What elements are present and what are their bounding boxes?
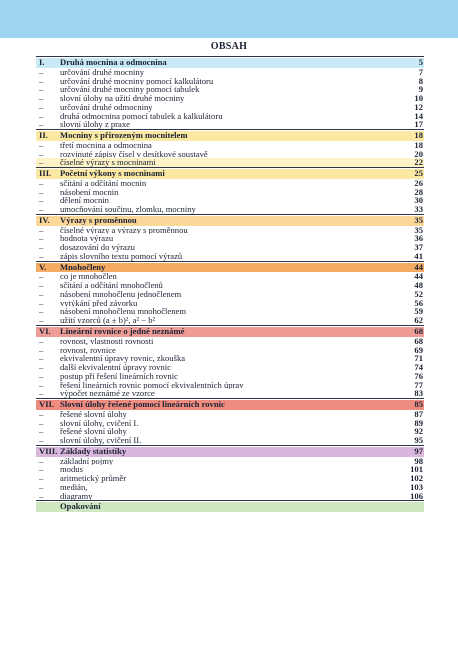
section-divider — [36, 214, 424, 215]
bullet-dash: – — [39, 93, 44, 104]
entry-title: co je mnohočlen — [60, 272, 117, 282]
entry-title: zápis slovního textu pomocí výrazů — [60, 251, 183, 261]
bullet-dash: – — [39, 388, 44, 399]
bullet-dash: – — [39, 177, 44, 188]
section-page: 18 — [414, 130, 423, 141]
toc-entry[interactable] — [36, 346, 424, 355]
toc-entry[interactable] — [36, 94, 424, 103]
bullet-dash: – — [39, 435, 44, 446]
bullet-dash: – — [39, 297, 44, 308]
bullet-dash: – — [39, 306, 44, 317]
section-number: V. — [39, 261, 47, 272]
section-heading[interactable] — [36, 131, 424, 141]
entry-page: 83 — [414, 388, 423, 399]
toc-entry[interactable] — [36, 483, 424, 492]
entry-page: 12 — [414, 101, 423, 112]
section-page: 85 — [414, 399, 423, 410]
entry-title: násobení mnohočlenu jednočlenem — [60, 289, 182, 299]
entry-page: 77 — [414, 379, 423, 390]
entry-page: 28 — [414, 186, 423, 197]
toc-entry[interactable] — [36, 299, 424, 308]
review-title: Opakování — [60, 502, 101, 512]
section-divider — [36, 167, 424, 168]
toc-entry[interactable] — [36, 243, 424, 252]
entry-title: dělení mocnin — [60, 196, 109, 206]
entry-page: 92 — [414, 426, 423, 437]
toc-entry[interactable] — [36, 389, 424, 398]
section-heading[interactable] — [36, 169, 424, 179]
section-divider — [36, 129, 424, 130]
bullet-dash: – — [39, 288, 44, 299]
entry-page: 41 — [414, 250, 423, 261]
bullet-dash: – — [39, 66, 44, 77]
bullet-dash: – — [39, 473, 44, 484]
bullet-dash: – — [39, 195, 44, 206]
section-title: Druhá mocnina a odmocnina — [60, 58, 167, 67]
entry-page: 71 — [414, 353, 423, 364]
section-number: VIII. — [39, 445, 58, 456]
entry-title: užití vzorců (a ± b)², a² − b² — [60, 316, 156, 325]
entry-page: 20 — [414, 148, 423, 159]
section-page: 44 — [414, 261, 423, 272]
bullet-dash: – — [39, 110, 44, 121]
bullet-dash: – — [39, 84, 44, 95]
toc-entry[interactable] — [36, 150, 424, 159]
bullet-dash: – — [39, 186, 44, 197]
section-title: Slovní úlohy řešené pomocí lineárních rovnic — [60, 400, 225, 410]
entry-title: diagramy — [60, 491, 93, 501]
bullet-dash: – — [39, 417, 44, 428]
entry-title: řešené slovní úlohy — [60, 409, 127, 419]
section-heading[interactable] — [36, 327, 424, 337]
toc-entry[interactable] — [36, 120, 424, 129]
entry-title: postup při řešení lineárních rovnic — [60, 371, 178, 381]
bullet-dash: – — [39, 426, 44, 437]
entry-page: 95 — [414, 435, 423, 446]
toc-entry[interactable] — [36, 316, 424, 325]
entry-title: výpočet neznámé ze vzorce — [60, 389, 155, 399]
section-page: 25 — [414, 168, 423, 179]
section-page: 68 — [414, 325, 423, 336]
entry-title: číselné výrazy s mocninami — [60, 158, 156, 168]
toc-entry[interactable] — [36, 436, 424, 445]
toc-entry[interactable] — [36, 226, 424, 235]
toc-entry[interactable] — [36, 272, 424, 281]
entry-page: 87 — [414, 408, 423, 419]
toc-entry[interactable] — [36, 354, 424, 363]
entry-page: 44 — [414, 271, 423, 282]
section-heading[interactable] — [36, 447, 424, 457]
entry-page: 68 — [414, 335, 423, 346]
toc-entry[interactable] — [36, 188, 424, 197]
toc-entry[interactable] — [36, 85, 424, 94]
entry-title: druhá odmocnina pomocí tabulek a kalkulátoru — [60, 111, 223, 121]
section-divider — [36, 56, 424, 57]
toc-entry[interactable] — [36, 68, 424, 77]
entry-title: hodnota výrazu — [60, 234, 114, 244]
entry-page: 17 — [414, 119, 423, 130]
entry-page: 101 — [410, 464, 423, 475]
toc-entry[interactable] — [36, 474, 424, 483]
bullet-dash: – — [39, 148, 44, 159]
entry-page: 62 — [414, 315, 423, 326]
bullet-dash: – — [39, 224, 44, 235]
section-heading[interactable] — [36, 58, 424, 68]
bullet-dash: – — [39, 344, 44, 355]
section-title: Mnohočleny — [60, 262, 106, 272]
bullet-dash: – — [39, 204, 44, 215]
toc-entry[interactable] — [36, 77, 424, 86]
entry-title: slovní úlohy, cvičení I. — [60, 418, 139, 428]
section-title: Výrazy s proměnnou — [60, 215, 137, 225]
toc-entry[interactable] — [36, 457, 424, 466]
bullet-dash: – — [39, 362, 44, 373]
toc-entry[interactable] — [36, 281, 424, 290]
toc-entry[interactable] — [36, 196, 424, 205]
toc-entry[interactable] — [36, 381, 424, 390]
toc-entry[interactable] — [36, 252, 424, 261]
entry-title: umocňování součinu, zlomku, mocniny — [60, 205, 196, 214]
entry-title: určování druhé odmocniny — [60, 102, 153, 112]
toc-entry[interactable] — [36, 337, 424, 346]
entry-page: 48 — [414, 280, 423, 291]
section-page: 97 — [414, 445, 423, 456]
bullet-dash: – — [39, 233, 44, 244]
toc-entry[interactable] — [36, 158, 424, 167]
entry-title: ekvivalentní úpravy rovnic, zkouška — [60, 354, 186, 364]
entry-page: 22 — [414, 157, 423, 168]
entry-title: rovnost, rovnice — [60, 345, 116, 355]
section-number: VI. — [39, 325, 51, 336]
entry-page: 89 — [414, 417, 423, 428]
section-title: Lineární rovnice o jedné neznámé — [60, 326, 185, 336]
entry-page: 69 — [414, 344, 423, 355]
bullet-dash: – — [39, 315, 44, 326]
section-number: VII. — [39, 399, 55, 410]
section-divider — [36, 325, 424, 326]
entry-title: aritmetický průměr — [60, 474, 127, 483]
entry-page: 35 — [414, 224, 423, 235]
entry-title: rovnost, vlastnosti rovnosti — [60, 336, 154, 346]
entry-page: 98 — [414, 455, 423, 466]
entry-page: 106 — [410, 490, 423, 501]
entry-page: 103 — [410, 481, 423, 492]
entry-title: násobení mocnin — [60, 187, 119, 197]
section-number: II. — [39, 130, 48, 141]
bullet-dash: – — [39, 139, 44, 150]
bullet-dash: – — [39, 464, 44, 475]
entry-title: slovní úlohy, cvičení II. — [60, 436, 142, 445]
entry-page: 8 — [418, 75, 423, 86]
toc-entry[interactable] — [36, 372, 424, 381]
entry-title: násobení mnohočlenu mnohočlenem — [60, 307, 187, 317]
entry-page: 56 — [414, 297, 423, 308]
toc-entry[interactable] — [36, 465, 424, 474]
bullet-dash: – — [39, 242, 44, 253]
bullet-dash: – — [39, 353, 44, 364]
toc-entry[interactable] — [36, 307, 424, 316]
toc-entry[interactable] — [36, 410, 424, 419]
section-heading[interactable] — [36, 263, 424, 273]
bullet-dash: – — [39, 370, 44, 381]
entry-title: slovní úlohy na užití druhé mocniny — [60, 94, 185, 103]
entry-title: další ekvivalentní úpravy rovnic — [60, 363, 171, 372]
entry-title: řešení lineárních rovnic pomocí ekvivalentních úprav — [60, 380, 244, 390]
toc-entry[interactable] — [36, 234, 424, 243]
bullet-dash: – — [39, 335, 44, 346]
entry-title: určování druhé mocniny pomocí tabulek — [60, 85, 200, 95]
toc-entry[interactable] — [36, 103, 424, 112]
entry-title: dosazování do výrazu — [60, 243, 135, 252]
entry-title: modus — [60, 465, 83, 475]
section-number: I. — [39, 57, 45, 67]
toc-entry[interactable] — [36, 141, 424, 150]
toc-entry[interactable] — [36, 427, 424, 436]
entry-page: 52 — [414, 288, 423, 299]
bullet-dash: – — [39, 490, 44, 501]
toc-entry[interactable] — [36, 112, 424, 121]
section-heading[interactable] — [36, 216, 424, 226]
toc-entry[interactable] — [36, 205, 424, 214]
section-divider — [36, 261, 424, 262]
entry-page: 76 — [414, 370, 423, 381]
entry-page: 10 — [414, 93, 423, 104]
section-title: Početní výkony s mocninami — [60, 169, 165, 179]
toc-entry[interactable] — [36, 419, 424, 428]
section-page: 5 — [418, 57, 423, 67]
entry-title: slovní úlohy z praxe — [60, 120, 130, 130]
section-divider — [36, 445, 424, 446]
bullet-dash: – — [39, 75, 44, 86]
bullet-dash: – — [39, 280, 44, 291]
entry-title: řešené slovní úlohy — [60, 427, 127, 437]
entry-page: 37 — [414, 242, 423, 253]
bullet-dash: – — [39, 271, 44, 282]
entry-page: 33 — [414, 204, 423, 215]
entry-title: sčítání a odčítání mnohočlenů — [60, 281, 163, 290]
entry-page: 74 — [414, 362, 423, 373]
entry-page: 9 — [418, 84, 423, 95]
section-page: 35 — [414, 214, 423, 225]
section-divider — [36, 398, 424, 399]
entry-page: 18 — [414, 139, 423, 150]
section-divider — [36, 500, 424, 501]
entry-title: rozvinuté zápisy čísel v desítkové soustavě — [60, 149, 208, 159]
section-title: Základy statistiky — [60, 446, 127, 456]
section-number: IV. — [39, 214, 50, 225]
entry-title: medián, — [60, 482, 88, 492]
bullet-dash: – — [39, 379, 44, 390]
bullet-dash: – — [39, 408, 44, 419]
toc-entry[interactable] — [36, 492, 424, 501]
bullet-dash: – — [39, 481, 44, 492]
toc-entry[interactable] — [36, 363, 424, 372]
entry-title: základní pojmy — [60, 456, 114, 466]
entry-page: 14 — [414, 110, 423, 121]
section-number: III. — [39, 168, 52, 179]
entry-title: vytýkání před závorku — [60, 298, 138, 308]
entry-page: 30 — [414, 195, 423, 206]
bullet-dash: – — [39, 119, 44, 130]
table-of-contents — [36, 56, 424, 512]
review-heading[interactable] — [36, 502, 424, 512]
page-title: OBSAH — [210, 41, 248, 52]
header-band — [0, 0, 458, 38]
entry-title: určování druhé mocniny — [60, 67, 145, 77]
bullet-dash: – — [39, 250, 44, 261]
bullet-dash: – — [39, 157, 44, 168]
bullet-dash: – — [39, 101, 44, 112]
entry-title: třetí mocnina a odmocnina — [60, 140, 152, 150]
toc-entry[interactable] — [36, 290, 424, 299]
entry-page: 36 — [414, 233, 423, 244]
section-title: Mocniny s přirozeným mocnitelem — [60, 131, 188, 141]
toc-entry[interactable] — [36, 179, 424, 188]
entry-page: 26 — [414, 177, 423, 188]
entry-title: určování druhé mocniny pomocí kalkulátoru — [60, 76, 214, 86]
entry-title: číselné výrazy a výrazy s proměnnou — [60, 225, 188, 235]
bullet-dash: – — [39, 455, 44, 466]
entry-page: 7 — [418, 66, 423, 77]
entry-title: sčítání a odčítání mocnin — [60, 178, 147, 188]
entry-page: 102 — [410, 473, 423, 484]
entry-page: 59 — [414, 306, 423, 317]
section-heading[interactable] — [36, 400, 424, 410]
